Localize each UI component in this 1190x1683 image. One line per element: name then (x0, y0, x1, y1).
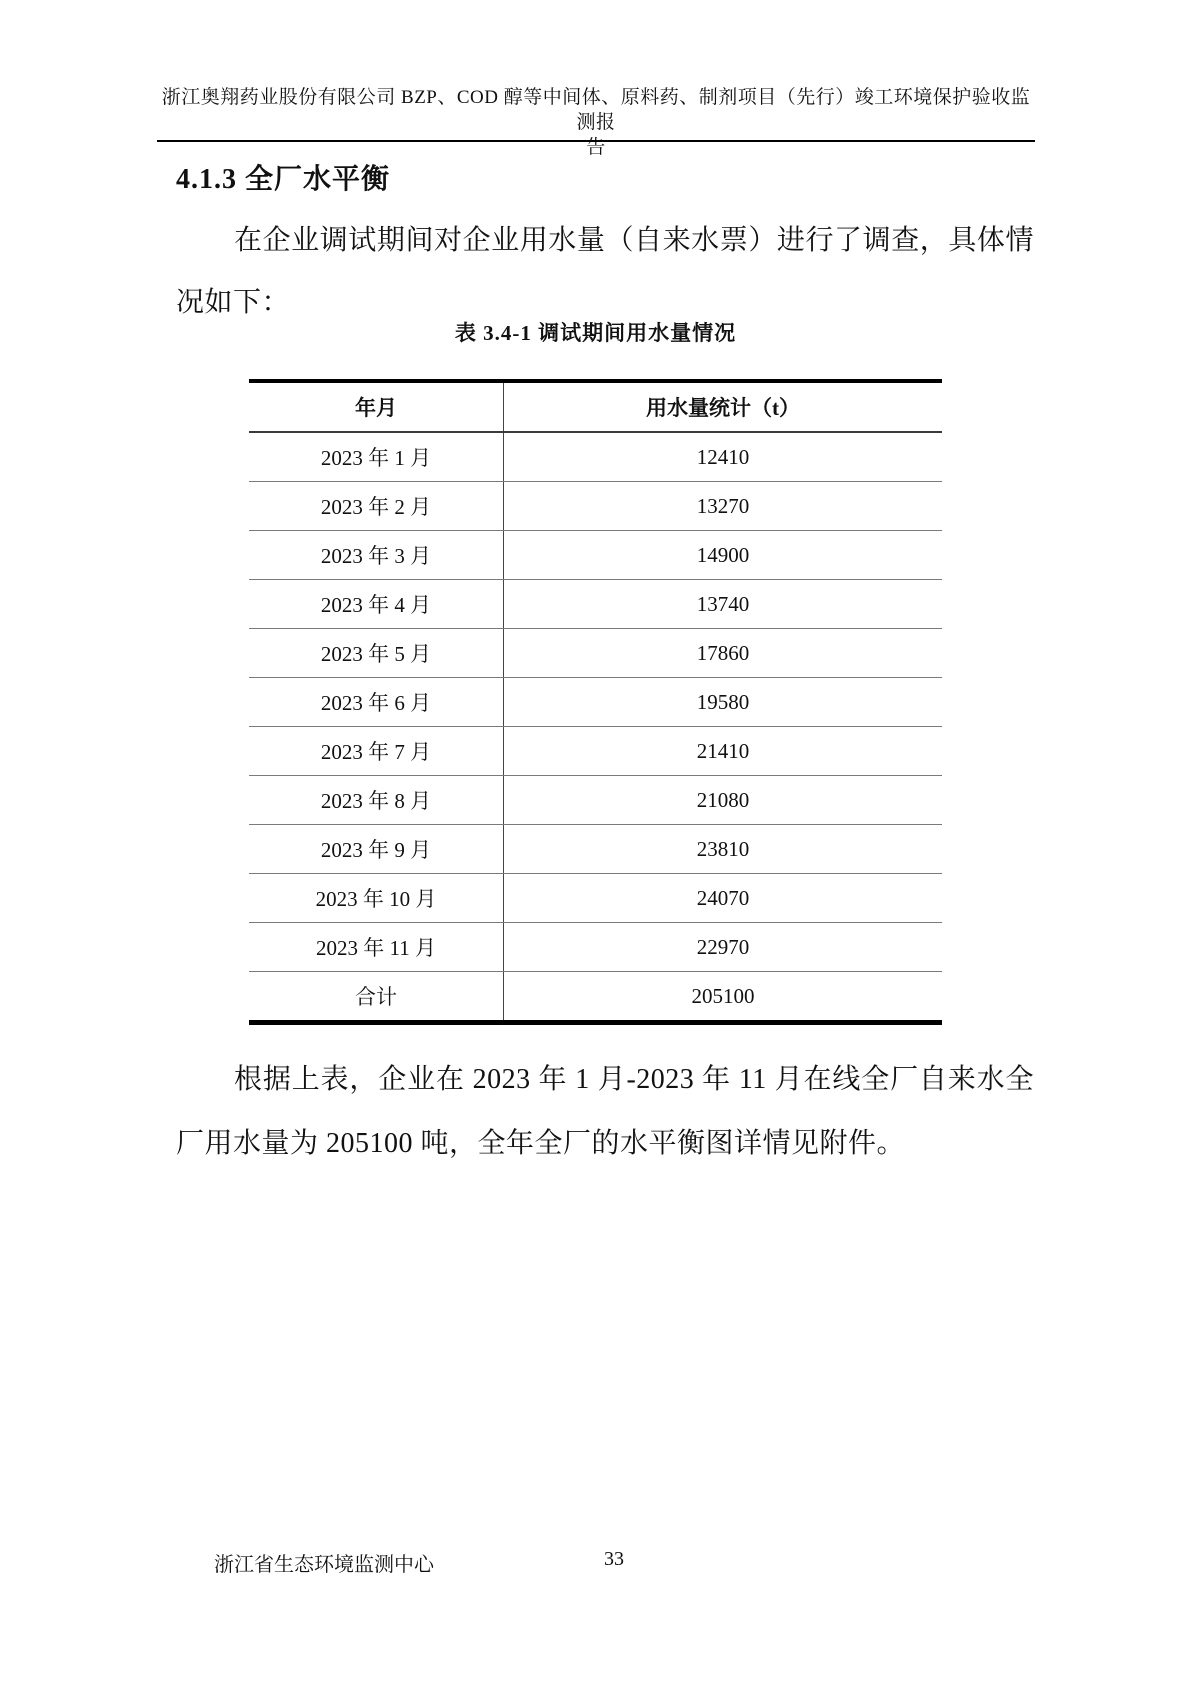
table-row (249, 629, 942, 678)
header-title-line2: 告 (586, 137, 606, 158)
table-row (249, 678, 942, 727)
footer-organization: 浙江省生态环境监测中心 (214, 1554, 434, 1576)
header-rule (157, 140, 1035, 142)
cell-usage: 12410 (504, 432, 943, 482)
cell-month: 2023 年 1 月 (249, 432, 504, 482)
intro-paragraph: 在企业调试期间对企业用水量（自来水票）进行了调查，具体情况如下： (176, 225, 1034, 318)
table-caption: 表 3.4-1 调试期间用水量情况 (454, 321, 737, 345)
col-header-month: 年月 (249, 381, 504, 432)
table-row (249, 972, 942, 1023)
cell-month: 2023 年 10 月 (249, 874, 504, 923)
header-title-line1: 浙江奥翔药业股份有限公司 BZP、COD 醇等中间体、原料药、制剂项目（先行）竣工环境保护验收监测报 (161, 87, 1031, 133)
cell-usage: 19580 (504, 678, 943, 727)
page-header (157, 85, 1035, 160)
cell-usage: 22970 (504, 923, 943, 972)
cell-usage: 23810 (504, 825, 943, 874)
page-number: 33 (604, 1548, 624, 1570)
cell-month: 2023 年 7 月 (249, 727, 504, 776)
cell-usage: 21080 (504, 776, 943, 825)
cell-usage: 205100 (691, 983, 755, 1008)
cell-month: 2023 年 8 月 (249, 776, 504, 825)
cell-month: 2023 年 2 月 (249, 482, 504, 531)
section-heading: 4.1.3 全厂水平衡 (176, 164, 391, 195)
cell-usage: 14900 (504, 531, 943, 580)
cell-usage: 13270 (504, 482, 943, 531)
cell-usage: 21410 (504, 727, 943, 776)
cell-month: 2023 年 4 月 (249, 580, 504, 629)
water-usage-table (249, 379, 942, 1025)
cell-month: 合计 (249, 972, 504, 1023)
cell-month: 2023 年 6 月 (249, 678, 504, 727)
table-row (249, 776, 942, 825)
table-body (249, 432, 942, 1023)
page-footer (0, 1548, 1190, 1576)
table-row (249, 923, 942, 972)
cell-month: 2023 年 9 月 (249, 825, 504, 874)
cell-month: 2023 年 5 月 (249, 629, 504, 678)
table-row (249, 432, 942, 482)
table-row (249, 727, 942, 776)
table-row (249, 580, 942, 629)
table-row (249, 531, 942, 580)
cell-month: 2023 年 3 月 (249, 531, 504, 580)
table-row (249, 482, 942, 531)
col-header-usage: 用水量统计（t） (504, 381, 943, 432)
summary-paragraph: 根据上表，企业在 2023 年 1 月-2023 年 11 月在线全厂自来水全厂用水量为 205100 吨，全年全厂的水平衡图详情见附件。 (176, 1064, 1034, 1159)
cell-usage: 13740 (504, 580, 943, 629)
cell-month: 2023 年 11 月 (249, 923, 504, 972)
cell-usage: 17860 (504, 629, 943, 678)
cell-usage: 24070 (504, 874, 943, 923)
table-row (249, 874, 942, 923)
table-header-row (249, 381, 942, 432)
table-row (249, 825, 942, 874)
